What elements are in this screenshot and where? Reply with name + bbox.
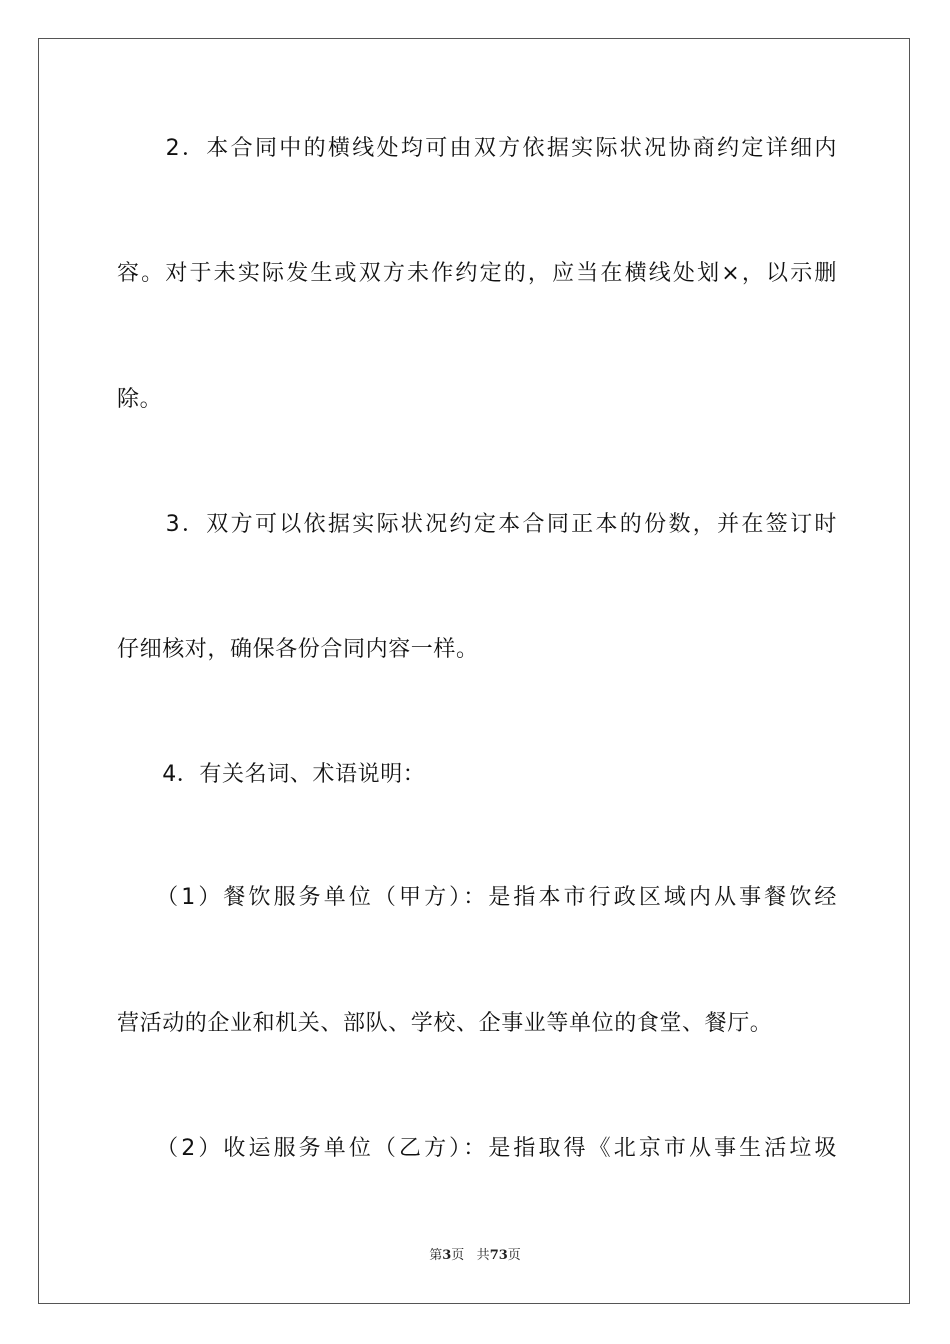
- paragraph-line-8: 营活动的企业和机关、部队、学校、企事业等单位的食堂、餐厅。: [117, 1011, 773, 1036]
- paragraph-line-9: （2）收运服务单位（乙方）：是指取得《北京市从事生活垃圾: [117, 1136, 837, 1161]
- paragraph-line-5: 仔细核对，确保各份合同内容一样。: [117, 637, 479, 662]
- page-border: [38, 38, 910, 1304]
- footer-page-suffix: 页: [451, 1248, 465, 1263]
- footer-total-pages: 73: [489, 1248, 508, 1263]
- footer-total-suffix: 页: [507, 1248, 521, 1263]
- page-footer: [0, 1246, 950, 1266]
- paragraph-line-7: （1）餐饮服务单位（甲方）：是指本市行政区域内从事餐饮经: [117, 885, 837, 910]
- footer-page-number: 3: [442, 1248, 452, 1263]
- paragraph-line-4: 3．双方可以依据实际状况约定本合同正本的份数，并在签订时: [117, 512, 837, 537]
- paragraph-line-2: 容。对于未实际发生或双方未作约定的，应当在横线处划×，以示删: [117, 261, 837, 286]
- paragraph-line-3: 除。: [117, 387, 163, 412]
- footer-total-prefix: 共: [476, 1248, 490, 1263]
- paragraph-line-6: 4．有关名词、术语说明：: [117, 762, 426, 787]
- footer-page-prefix: 第: [429, 1248, 443, 1263]
- paragraph-line-1: 2．本合同中的横线处均可由双方依据实际状况协商约定详细内: [117, 136, 837, 161]
